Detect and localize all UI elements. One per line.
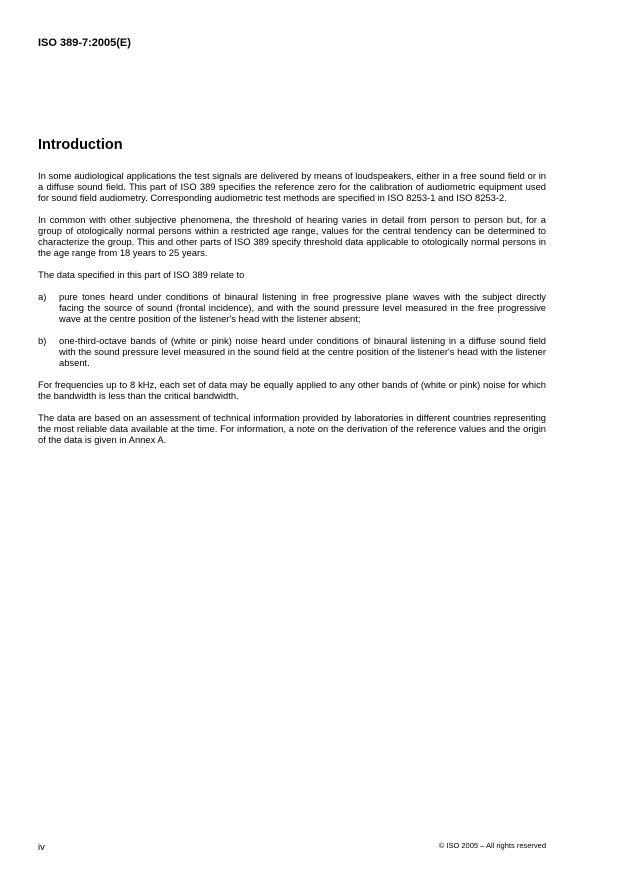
paragraph-data-relate: The data specified in this part of ISO 389 relate to (38, 269, 245, 280)
paragraph-purpose: In some audiological applications the test signals are delivered by means of loudspeakers, either in a free sound field or in a diffuse sound field. This part of ISO 389 specifies the reference zero for the calibration of audiometric equipment used for sound field audiometry. Corresponding audiometric test methods are specified in ISO 8253-1 and ISO 8253-2. (38, 170, 546, 203)
section-title: Introduction (38, 137, 123, 153)
document-id-header: ISO 389-7:2005(E) (38, 37, 131, 49)
list-item-text: one-third-octave bands of (white or pink) noise heard under conditions of binaural listening in a diffuse sound field with the sound pressure level measured in the sound field at the centre position of the listener's head with the listener absent. (59, 335, 546, 368)
list-marker: a) (38, 291, 47, 302)
page-number: iv (38, 841, 45, 852)
introduction-body (38, 170, 546, 456)
list-marker: b) (38, 335, 47, 346)
list-item-b (38, 335, 546, 368)
list-item-a (38, 291, 546, 324)
paragraph-threshold: In common with other subjective phenomena, the threshold of hearing varies in detail from person to person but, for a group of otologically normal persons within a restricted age range, values for the central tendency can be determined to characterize the group. This and other parts of ISO 389 specify threshold data applicable to otologically normal persons in the age range from 18 years to 25 years. (38, 214, 546, 258)
paragraph-data-basis: The data are based on an assessment of technical information provided by laboratories in different countries representing the most reliable data available at the time. For information, a note on the derivation of the reference values and the origin of the data is given in Annex A. (38, 412, 546, 445)
copyright-notice: © ISO 2005 – All rights reserved (438, 841, 546, 850)
paragraph-frequencies: For frequencies up to 8 kHz, each set of data may be equally applied to any other bands of (white or pink) noise for which the bandwidth is less than the critical bandwidth. (38, 379, 546, 401)
list-item-text: pure tones heard under conditions of binaural listening in free progressive plane waves with the subject directly facing the source of sound (frontal incidence), and with the sound pressure level measured in the free progressive wave at the centre position of the listener's head with the listener absent; (59, 291, 546, 324)
